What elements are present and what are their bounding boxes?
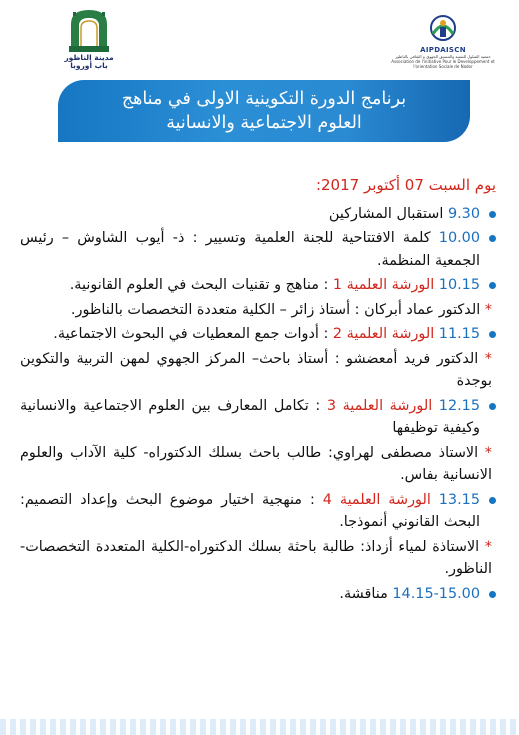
speaker-text: الاستاذ مصطفى لهراوي: طالب باحث بسلك الدكتوراه- كلية الآداب والعلوم الانسانية بفاس. <box>20 444 492 483</box>
item-text: : منهجية اختيار موضوع البحث وإعداد التصميم: البحث القانوني أنموذجا. <box>20 491 480 530</box>
nador-city-logo <box>54 8 124 80</box>
item-text: مناقشة. <box>339 585 393 602</box>
item-time: 12.15 <box>438 397 480 414</box>
program-item <box>20 395 496 440</box>
program-item <box>20 583 496 606</box>
workshop-label: الورشة العلمية 2 <box>332 326 439 342</box>
item-text: : أدوات جمع المعطيات في البحوث الاجتماعية. <box>53 326 333 342</box>
speaker-line <box>20 348 496 393</box>
association-emblem-icon <box>423 14 463 46</box>
program-item <box>20 203 496 226</box>
star-marker: * <box>484 350 492 367</box>
program-item <box>20 274 496 297</box>
star-marker: * <box>484 444 492 461</box>
item-time: 9.30 <box>447 205 480 222</box>
association-name-en: Association de l'initiative Pour le Developpement et l'orientation Sociale de Nador <box>391 59 495 69</box>
bullet-icon <box>489 211 496 218</box>
item-time: 10.15 <box>438 277 480 293</box>
workshop-label: الورشة العلمية 4 <box>322 491 439 508</box>
program-item <box>20 227 496 272</box>
item-text: كلمة الافتتاحية للجنة العلمية وتسيير : ذ- أيوب الشاوش – رئيس الجمعية المنظمة. <box>20 230 480 269</box>
bullet-icon <box>489 497 496 504</box>
association-logo <box>383 14 503 80</box>
workshop-label: الورشة العلمية 1 <box>332 277 439 293</box>
program-item <box>20 489 496 534</box>
program-date: يوم السبت 07 أكتوبر 2017: <box>315 176 496 194</box>
bullet-icon <box>489 282 496 289</box>
bullet-icon <box>489 235 496 242</box>
association-brand: AIPDAISCN <box>420 46 466 54</box>
item-text: : تكامل المعارف بين العلوم الاجتماعية والانسانية وكيفية توظيفها <box>20 397 480 436</box>
speaker-line <box>20 299 496 322</box>
item-text: : مناهج و تقنيات البحث في العلوم القانونية. <box>69 277 333 293</box>
decorative-footer-strip <box>0 719 519 735</box>
item-time: 11.15 <box>438 326 480 342</box>
speaker-text: الدكتور عماد أبركان : أستاذ زائر – الكلية متعددة التخصصات بالناظور. <box>70 301 485 318</box>
gate-arch-icon <box>67 8 111 54</box>
speaker-line <box>20 442 496 487</box>
title-line-1: برنامج الدورة التكوينية الاولى في مناهج <box>121 89 407 109</box>
item-time: 14.15-15.00 <box>392 585 480 602</box>
item-time: 13.15 <box>438 491 480 508</box>
speaker-line <box>20 536 496 581</box>
association-name-ar: جمعية الشلول للتنمية والتنسيق الجهوي و الثقافي بالناظور <box>395 54 491 59</box>
bullet-icon <box>489 331 496 338</box>
speaker-text: الاستاذة لمياء أزداذ: طالبة باحثة بسلك الدكتوراه-الكلية المتعددة التخصصات-الناظور. <box>20 538 492 577</box>
star-marker: * <box>484 301 492 318</box>
bullet-icon <box>489 591 496 598</box>
program-content <box>20 174 496 607</box>
title-line-2: العلوم الاجتماعية والانسانية <box>166 113 362 133</box>
workshop-label: الورشة العلمية 3 <box>326 397 439 414</box>
logo-caption-city: مدينة الناظور <box>64 53 114 62</box>
item-text: استقبال المشاركين <box>328 205 448 222</box>
program-item <box>20 323 496 346</box>
item-time: 10.00 <box>438 230 480 246</box>
speaker-text: الدكتور فريد أمعضشو : أستاذ باحث– المركز الجهوي لمهن التربية والتكوين بوجدة <box>20 350 492 389</box>
logo-caption-gate: باب أوروبا <box>70 61 108 70</box>
title-banner <box>58 80 470 142</box>
star-marker: * <box>484 538 492 555</box>
bullet-icon <box>489 403 496 410</box>
